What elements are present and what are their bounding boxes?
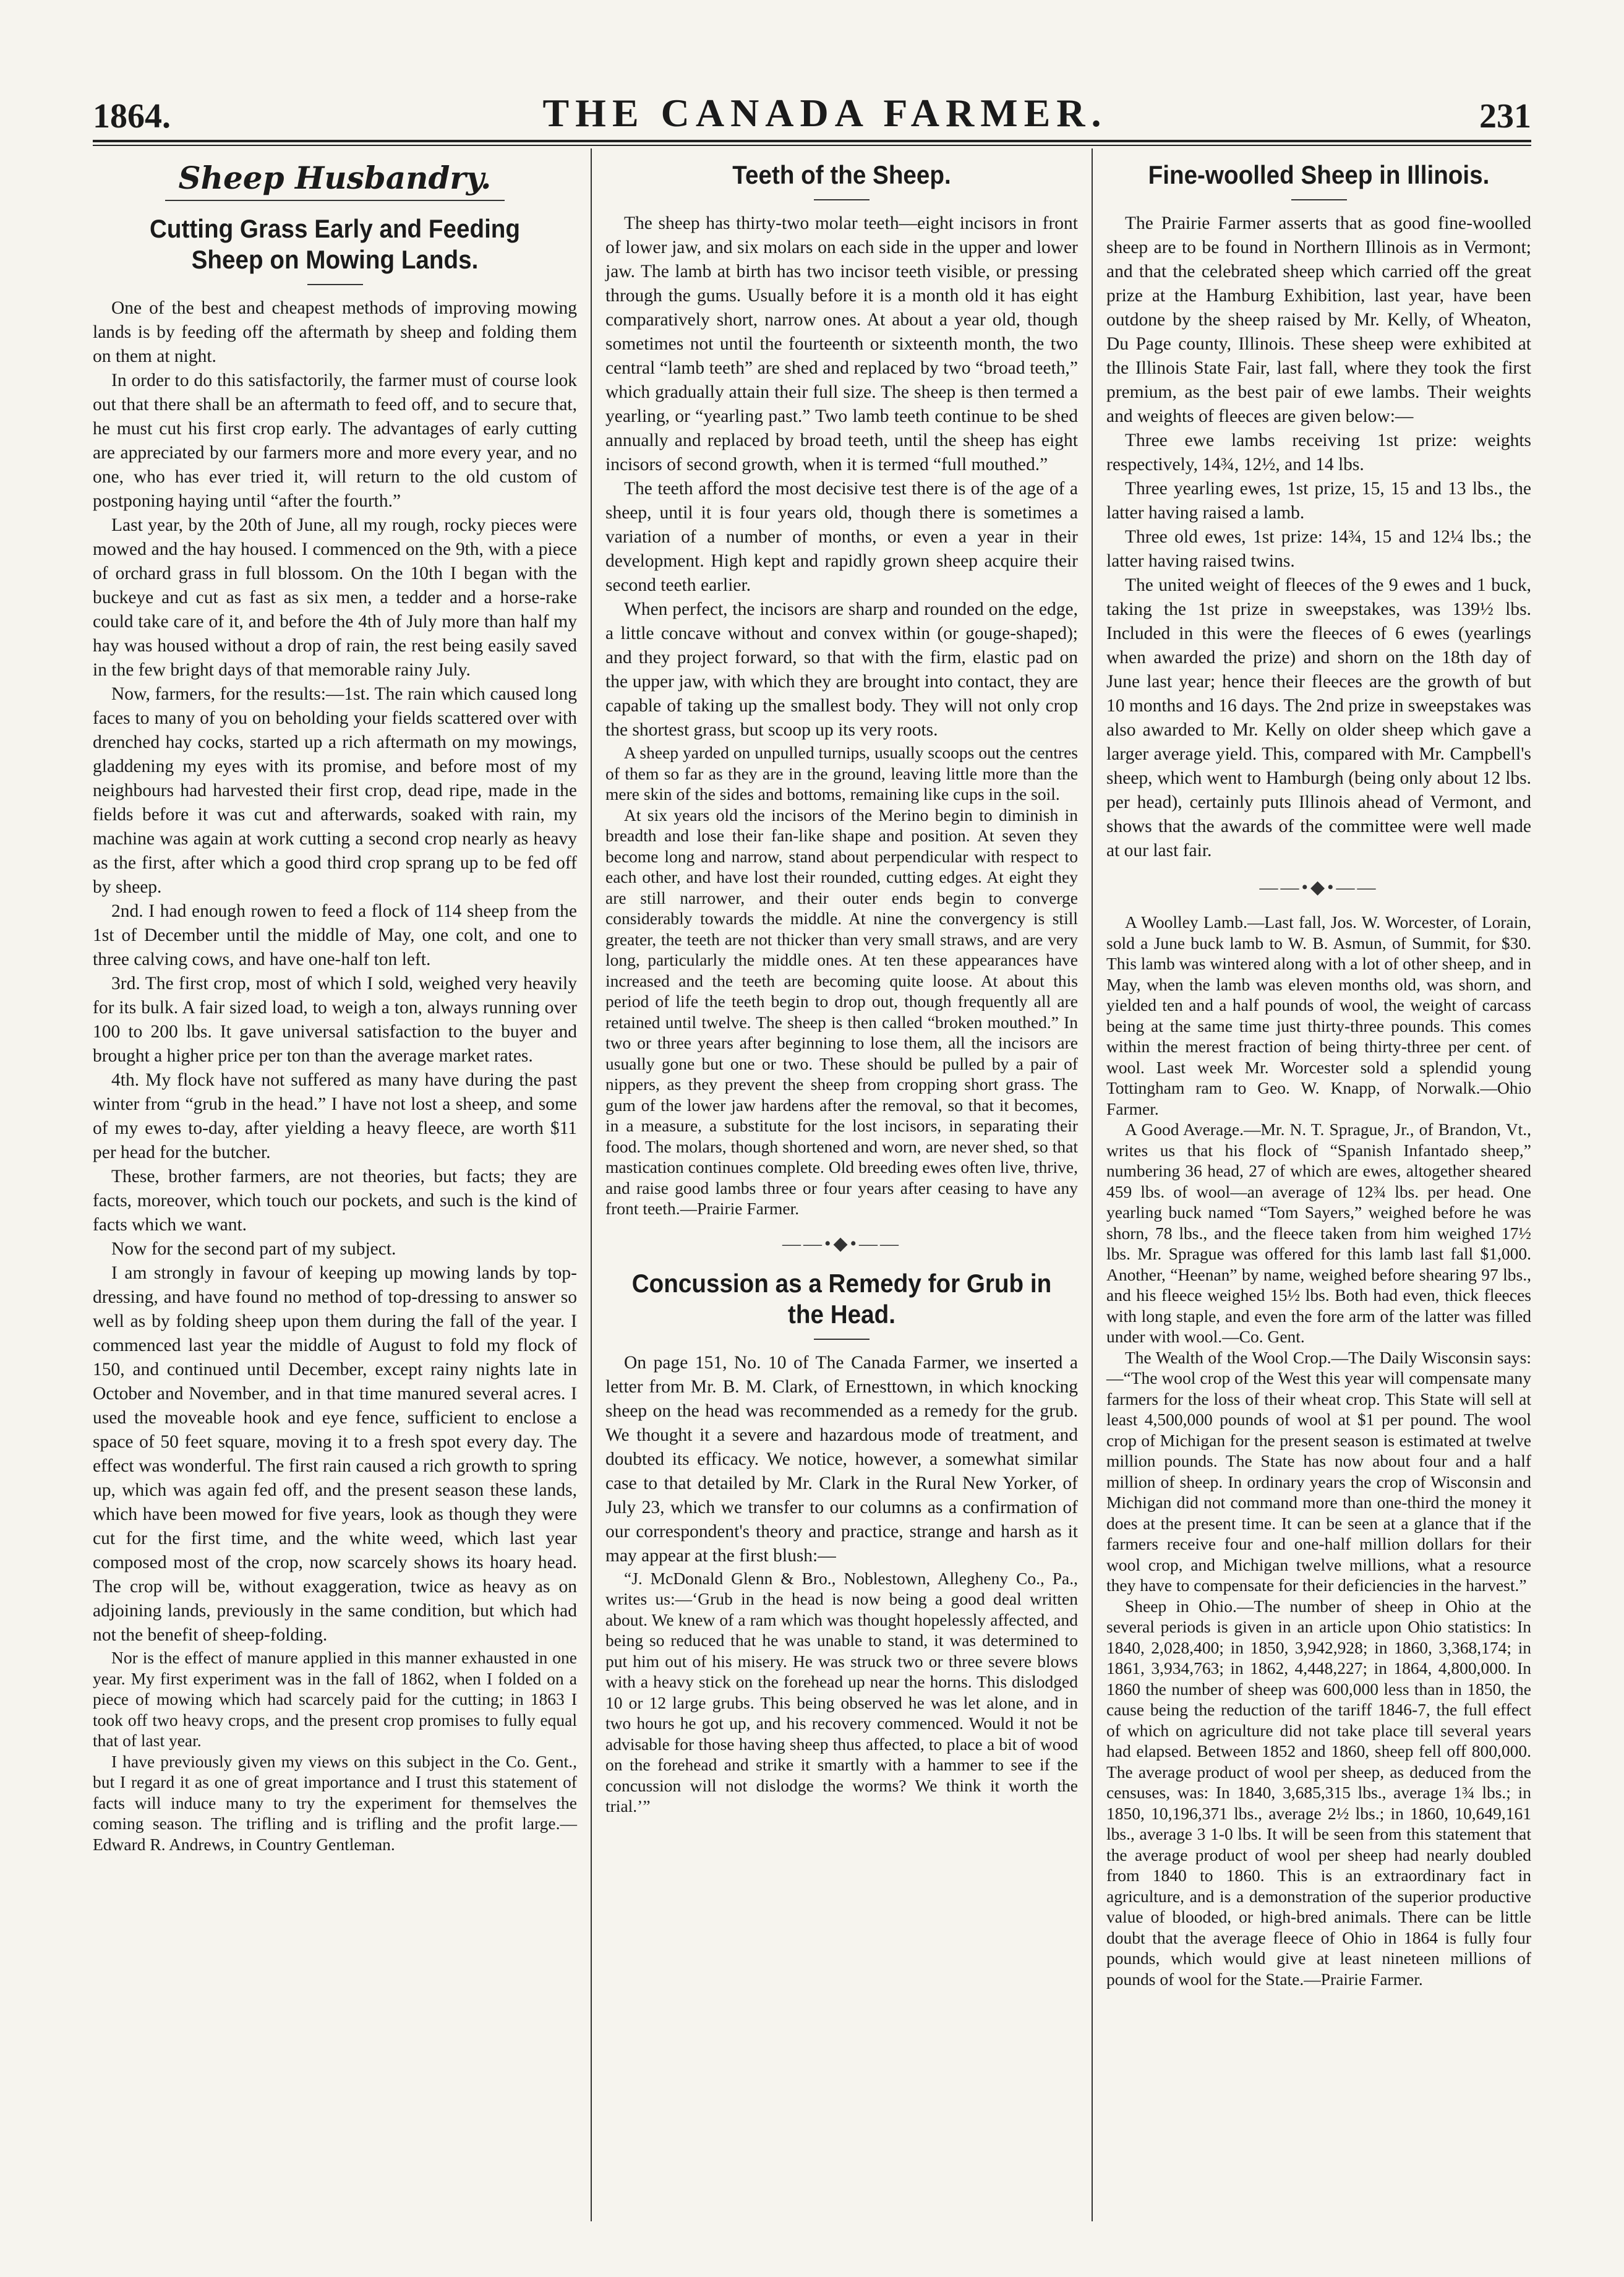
department-heading: Sheep Husbandry.: [178, 160, 492, 196]
paragraph: Now, farmers, for the results:—1st. The rain which caused long faces to many of you on beholding your fields scattered over with drenched hay cocks, started up a rich aftermath on my mowings, gladdening my eyes with its promise, and before most of my neighbours had harvested their first crop, dead ripe, made in the fields before it was cut and afterwards, soaked with rain, my machine was again at work cutting a second crop nearly as heavy as the first, after which a good third crop sprang up to be fed off by sheep.: [93, 684, 577, 897]
column-1: [93, 148, 591, 2221]
paragraph: When perfect, the incisors are sharp and rounded on the edge, a little concave without and convex within (or gouge-shaped); and they project forward, so that with the firm, elastic pad on the upper jaw, with which they are brought into contact, they are capable of taking up the smallest body. They will not only crop the shortest grass, but scoop up its very roots.: [605, 599, 1078, 740]
paragraph: These, brother farmers, are not theories, but facts; they are facts, moreover, which touch our pockets, and such is the kind of facts which we want.: [93, 1167, 577, 1235]
masthead: [93, 87, 1531, 136]
paragraph: I have previously given my views on this subject in the Co. Gent., but I regard it as one of great importance and I trust this statement of facts will induce many to try the experiment for themselves the coming season. The trifling and is trifling and the profit large.—Edward R. Andrews, in Country Gentleman.: [93, 1751, 577, 1854]
paragraph: Three old ewes, 1st prize: 14¾, 15 and 12¼ lbs.; the latter having raised twins.: [1106, 527, 1531, 571]
paragraph: 4th. My flock have not suffered as many have during the past winter from “grub in the head.” I have not lost a sheep, and some of my ewes to-day, after yielding a heavy fleece, are worth $11 per head for the butcher.: [93, 1070, 577, 1162]
title-rule: [1291, 199, 1347, 200]
masthead-rule-thin: [93, 145, 1531, 146]
columns: [93, 148, 1531, 2221]
paragraph: I am strongly in favour of keeping up mowing lands by top-dressing, and have found no method of top-dressing to answer so well as by folding sheep upon them during the fall of the year. I commenced last year the middle of August to fold my flock of 150, and continued until December, except rainy nights late in October and November, and in that time manured several acres. I used the moveable hook and eye fence, sufficient to enclose a space of 50 feet square, moving it to a fresh spot every day. The effect was wonderful. The first rain caused a rich growth to spring up, which was again fed off, and the present season these lands, which have been mowed for five years, look as though they were cut for the first time, and the white weed, which last year composed most of the crop, now scarcely shows its hoary head. The crop will be, without exaggeration, twice as heavy as on adjoining lands, previously in the same condition, but which had not the benefit of sheep-folding.: [93, 1263, 577, 1645]
title-rule: [814, 1339, 870, 1340]
paragraph: At six years old the incisors of the Merino begin to diminish in breadth and lose their fan-like shape and position. At seven they become long and narrow, stand about perpendicular with respect to each other, and have lost their rounded, cutting edges. At eight they are still narrower, and their outer ends begin to converge considerably towards the middle. At nine the convergency is still greater, the teeth are not thicker than very small straws, and are very long, particularly the middle ones. At ten these appearances have increased and the teeth are becoming quite loose. At about this period of life the teeth begin to drop out, though frequently all are retained until twelve. The sheep is then called “broken mouthed.” In two or three years after beginning to lose them, all the incisors are usually gone but one or two. These should be pulled by a pair of nippers, as they prevent the sheep from cropping short grass. The gum of the lower jaw hardens after the removal, so that it becomes, in a measure, a substitute for the lost incisors, in separating their food. The molars, though shortened and worn, are never shed, so that mastication continues complete. Old breeding ewes often live, thrive, and raise good lambs three or four years after ceasing to have any front teeth.—Prairie Farmer.: [605, 805, 1078, 1218]
department-rule: [165, 200, 504, 201]
issue-year: 1864.: [93, 97, 171, 135]
paragraph: Nor is the effect of manure applied in this manner exhausted in one year. My first experiment was in the fall of 1862, when I folded on a piece of mowing which had scarcely paid for the cutting; in 1863 I took off two heavy crops, and the present crop promises to fully equal that of last year.: [93, 1648, 577, 1750]
column-2: [591, 148, 1092, 2221]
article-body-small: [605, 1568, 1078, 1817]
article-body-large: [605, 1351, 1078, 1568]
paragraph: 3rd. The first crop, most of which I sold, weighed very heavily for its bulk. A fair sized load, to weigh a ton, always running over 100 to 200 lbs. It gave universal satisfaction to the buyer and brought a higher price per ton than the average market rates.: [93, 974, 577, 1066]
paragraph: The Prairie Farmer asserts that as good fine-woolled sheep are to be found in Northern Illinois as in Vermont; and that the celebrated sheep which carried off the great prize at the Hamburg Exhibition, last year, have been outdone by the sheep raised by Mr. Kelly, of Wheaton, Du Page county, Illinois. These sheep were exhibited at the Illinois State Fair, last fall, where they took the first premium, as the best pair of ewe lambs. Their weights and weights of fleeces are given below:—: [1106, 213, 1531, 426]
article-body-large: [93, 296, 577, 1647]
paragraph: Three yearling ewes, 1st prize, 15, 15 and 13 lbs., the latter having raised a lamb.: [1106, 479, 1531, 523]
paragraph: In order to do this satisfactorily, the farmer must of course look out that there shall be an aftermath to feed off, and to secure that, he must cut his first crop early. The advantages of early cutting are appreciated by our farmers more and more every year, and no one, who has ever tried it, will return to the old custom of postponing haying until “after the fourth.”: [93, 371, 577, 511]
paragraph: The teeth afford the most decisive test there is of the age of a sheep, until it is four years old, though there is sometimes a variation of a number of months, or even a year in their development. High kept and rapidly grown sheep acquire their second teeth earlier.: [605, 479, 1078, 595]
section-divider-ornament: ——•◆•——: [1259, 877, 1378, 898]
article-body-large: [605, 212, 1078, 742]
paragraph: The Wealth of the Wool Crop.—The Daily Wisconsin says:—“The wool crop of the West this year will compensate many farmers for the loss of their wheat crop. This State will sell at least 4,500,000 pounds of wool at $1 per pound. The wool crop of Michigan for the present season is estimated at twelve million pounds. The State has now about four and a half million of sheep. In ordinary years the crop of Wisconsin and Michigan did not command more than one-third the money it does at the present time. It can be seen at a glance that if the farmers receive four and one-half million dollars for their wool crop, and Michigan twelve millions, what a resource they have to compensate for their deficiencies in the harvest.”: [1106, 1347, 1531, 1595]
paragraph: Sheep in Ohio.—The number of sheep in Ohio at the several periods is given in an article upon Ohio statistics: In 1840, 2,028,400; in 1850, 3,942,928; in 1860, 3,368,174; in 1861, 3,934,763; in 1862, 4,448,227; in 1864, 4,800,000. In 1860 the number of sheep was 600,000 less than in 1850, the cause being the reduction of the tariff 1846-7, the full effect of which on agriculture did not take place till several years had elapsed. Between 1852 and 1860, sheep fell off 800,000. The average product of wool per sheep, as deduced from the censuses, was: In 1840, 3,685,315 lbs., average 1¾ lbs.; in 1850, 10,196,371 lbs., average 2½ lbs.; in 1860, 10,649,161 lbs., average 3 1-0 lbs. It will be seen from this statement that the average product of wool per sheep had nearly doubled from 1840 to 1860. This is an extraordinary fact in agriculture, and is a demonstration of the superior productive value of blooded, or high-bred animals. There can be little doubt that the average fleece of Ohio in 1864 is fully four pounds, which would give at least nineteen millions of pounds of wool for the State.—Prairie Farmer.: [1106, 1596, 1531, 1989]
article-title-cutting-grass: Cutting Grass Early and Feeding Sheep on Mowing Lands.: [149, 214, 521, 274]
page-number: 231: [1479, 97, 1531, 135]
article-title-teeth: Teeth of the Sheep.: [732, 160, 951, 189]
column-3: [1092, 148, 1531, 2221]
paragraph: A Good Average.—Mr. N. T. Sprague, Jr., of Brandon, Vt., writes us that his flock of “Spanish Infantado sheep,” numbering 36 head, 27 of which are ewes, altogether sheared 459 lbs. of wool—an average of 12¾ lbs. per head. One yearling buck named “Tom Sayers,” weighed before he was shorn, 78 lbs., and the fleece taken from him weighed 17½ lbs. Mr. Sprague was offered for this lamb last fall $1,000. Another, “Heenan” by name, weighed before shearing 97 lbs., and his fleece weighed 15½ lbs. Both had even, thick fleeces with long staple, and even the fore arm of the latter was filled under with wool.—Co. Gent.: [1106, 1120, 1531, 1346]
paragraph: The united weight of fleeces of the 9 ewes and 1 buck, taking the 1st prize in sweepstakes, was 139½ lbs. Included in this were the fleeces of 6 ewes (yearlings when awarded the prize) and shorn on the 18th day of June last year; hence their fleeces are the growth of but 10 months and 16 days. The 2nd prize in sweepstakes was also awarded to Mr. Kelly on older sheep which gave a larger average yield. This, compared with Mr. Campbell's sheep, which went to Hamburgh (being only about 12 lbs. per head), certainly puts Illinois ahead of Vermont, and shows that the awards of the committee were well made at our last fair.: [1106, 575, 1531, 860]
section-divider-ornament: ——•◆•——: [782, 1233, 902, 1254]
title-rule: [814, 199, 870, 200]
paragraph: A Woolley Lamb.—Last fall, Jos. W. Worcester, of Lorain, sold a June buck lamb to W. B. Asmun, of Summit, for $30. This lamb was wintered along with a lot of other sheep, and in May, when the lamb was eleven months old, was shorn, and yielded ten and a half pounds of wool, the weight of carcass being at the same time just thirty-three pounds. This comes within the merest fraction of being thirty-three per cent. of wool. Last week Mr. Worcester sold a splendid young Tottingham ram to Geo. W. Knapp, of Norwalk.—Ohio Farmer.: [1106, 912, 1531, 1118]
paragraph: One of the best and cheapest methods of improving mowing lands is by feeding off the aftermath by sheep and folding them on them at night.: [93, 298, 577, 366]
paragraph: 2nd. I had enough rowen to feed a flock of 114 sheep from the 1st of December until the middle of May, one colt, and one to three calving cows, and have one-half ton left.: [93, 901, 577, 969]
article-body-small: [93, 1647, 577, 1855]
masthead-rule-thick: [93, 140, 1531, 142]
paragraph: Now for the second part of my subject.: [111, 1239, 396, 1259]
article-title-fine-woolled: Fine-woolled Sheep in Illinois.: [1148, 160, 1490, 189]
article-body-small: [1106, 912, 1531, 1989]
paragraph: The sheep has thirty-two molar teeth—eight incisors in front of lower jaw, and six molars on each side in the upper and lower jaw. The lamb at birth has two incisor teeth visible, or pressing through the gums. Usually before it is a month old it has eight comparatively short, narrow ones. At about a year old, though sometimes not until the fourteenth or sixteenth month, the two central “lamb teeth” are shed and replaced by two “broad teeth,” which gradually attain their full size. The sheep is then termed a yearling, or “yearling past.” Two lamb teeth continue to be shed annually and replaced by broad teeth, until the sheep has eight incisors of second growth, when it is termed “full mouthed.”: [605, 213, 1078, 474]
paragraph: Three ewe lambs receiving 1st prize: weights respectively, 14¾, 12½, and 14 lbs.: [1106, 431, 1531, 474]
paragraph: A sheep yarded on unpulled turnips, usually scoops out the centres of them so far as they are in the ground, leaving little more than the mere skin of the sides and bottoms, remaining like cups in the soil.: [605, 743, 1078, 804]
paragraph: Last year, by the 20th of June, all my rough, rocky pieces were mowed and the hay housed. I commenced on the 9th, with a piece of orchard grass in full blossom. On the 10th I began with the buckeye and cut as fast as six men, a tedder and a horse-rake could take care of it, and before the 4th of July more than half my hay was housed without a drop of rain, the rest being easily saved in the few bright days of that memorable rainy July.: [93, 515, 577, 680]
publication-title: THE CANADA FARMER.: [542, 91, 1108, 135]
article-body-small: [605, 742, 1078, 1219]
title-rule: [307, 284, 363, 285]
paragraph: On page 151, No. 10 of The Canada Farmer, we inserted a letter from Mr. B. M. Clark, of Ernesttown, in which knocking sheep on the head was recommended as a remedy for the grub. We thought it a severe and hazardous mode of treatment, and doubted its efficacy. We notice, however, a somewhat similar case to that detailed by Mr. Clark in the Rural New Yorker, of July 23, which we transfer to our columns as a confirmation of our correspondent's theory and practice, strange and harsh as it may appear at the first blush:—: [605, 1352, 1078, 1566]
article-body-large: [1106, 212, 1531, 863]
article-title-concussion: Concussion as a Remedy for Grub in the Head.: [631, 1268, 1052, 1329]
paragraph: “J. McDonald Glenn & Bro., Noblestown, Allegheny Co., Pa., writes us:—‘Grub in the head is now being a good deal written about. We knew of a ram which was thought hopelessly affected, and being so reduced that he was unable to stand, it was determined to put him out of his misery. He was struck two or three severe blows with a heavy stick on the forehead up near the horns. This dislodged 10 or 12 large grubs. This being observed he was let alone, and in two hours he got up, and his recovery commenced. Would it not be advisable for those having sheep thus affected, to place a bit of wood on the forehead and strike it smartly with a hammer to see if the concussion will not dislodge the worms? We think it worth the trial.’”: [605, 1568, 1078, 1816]
